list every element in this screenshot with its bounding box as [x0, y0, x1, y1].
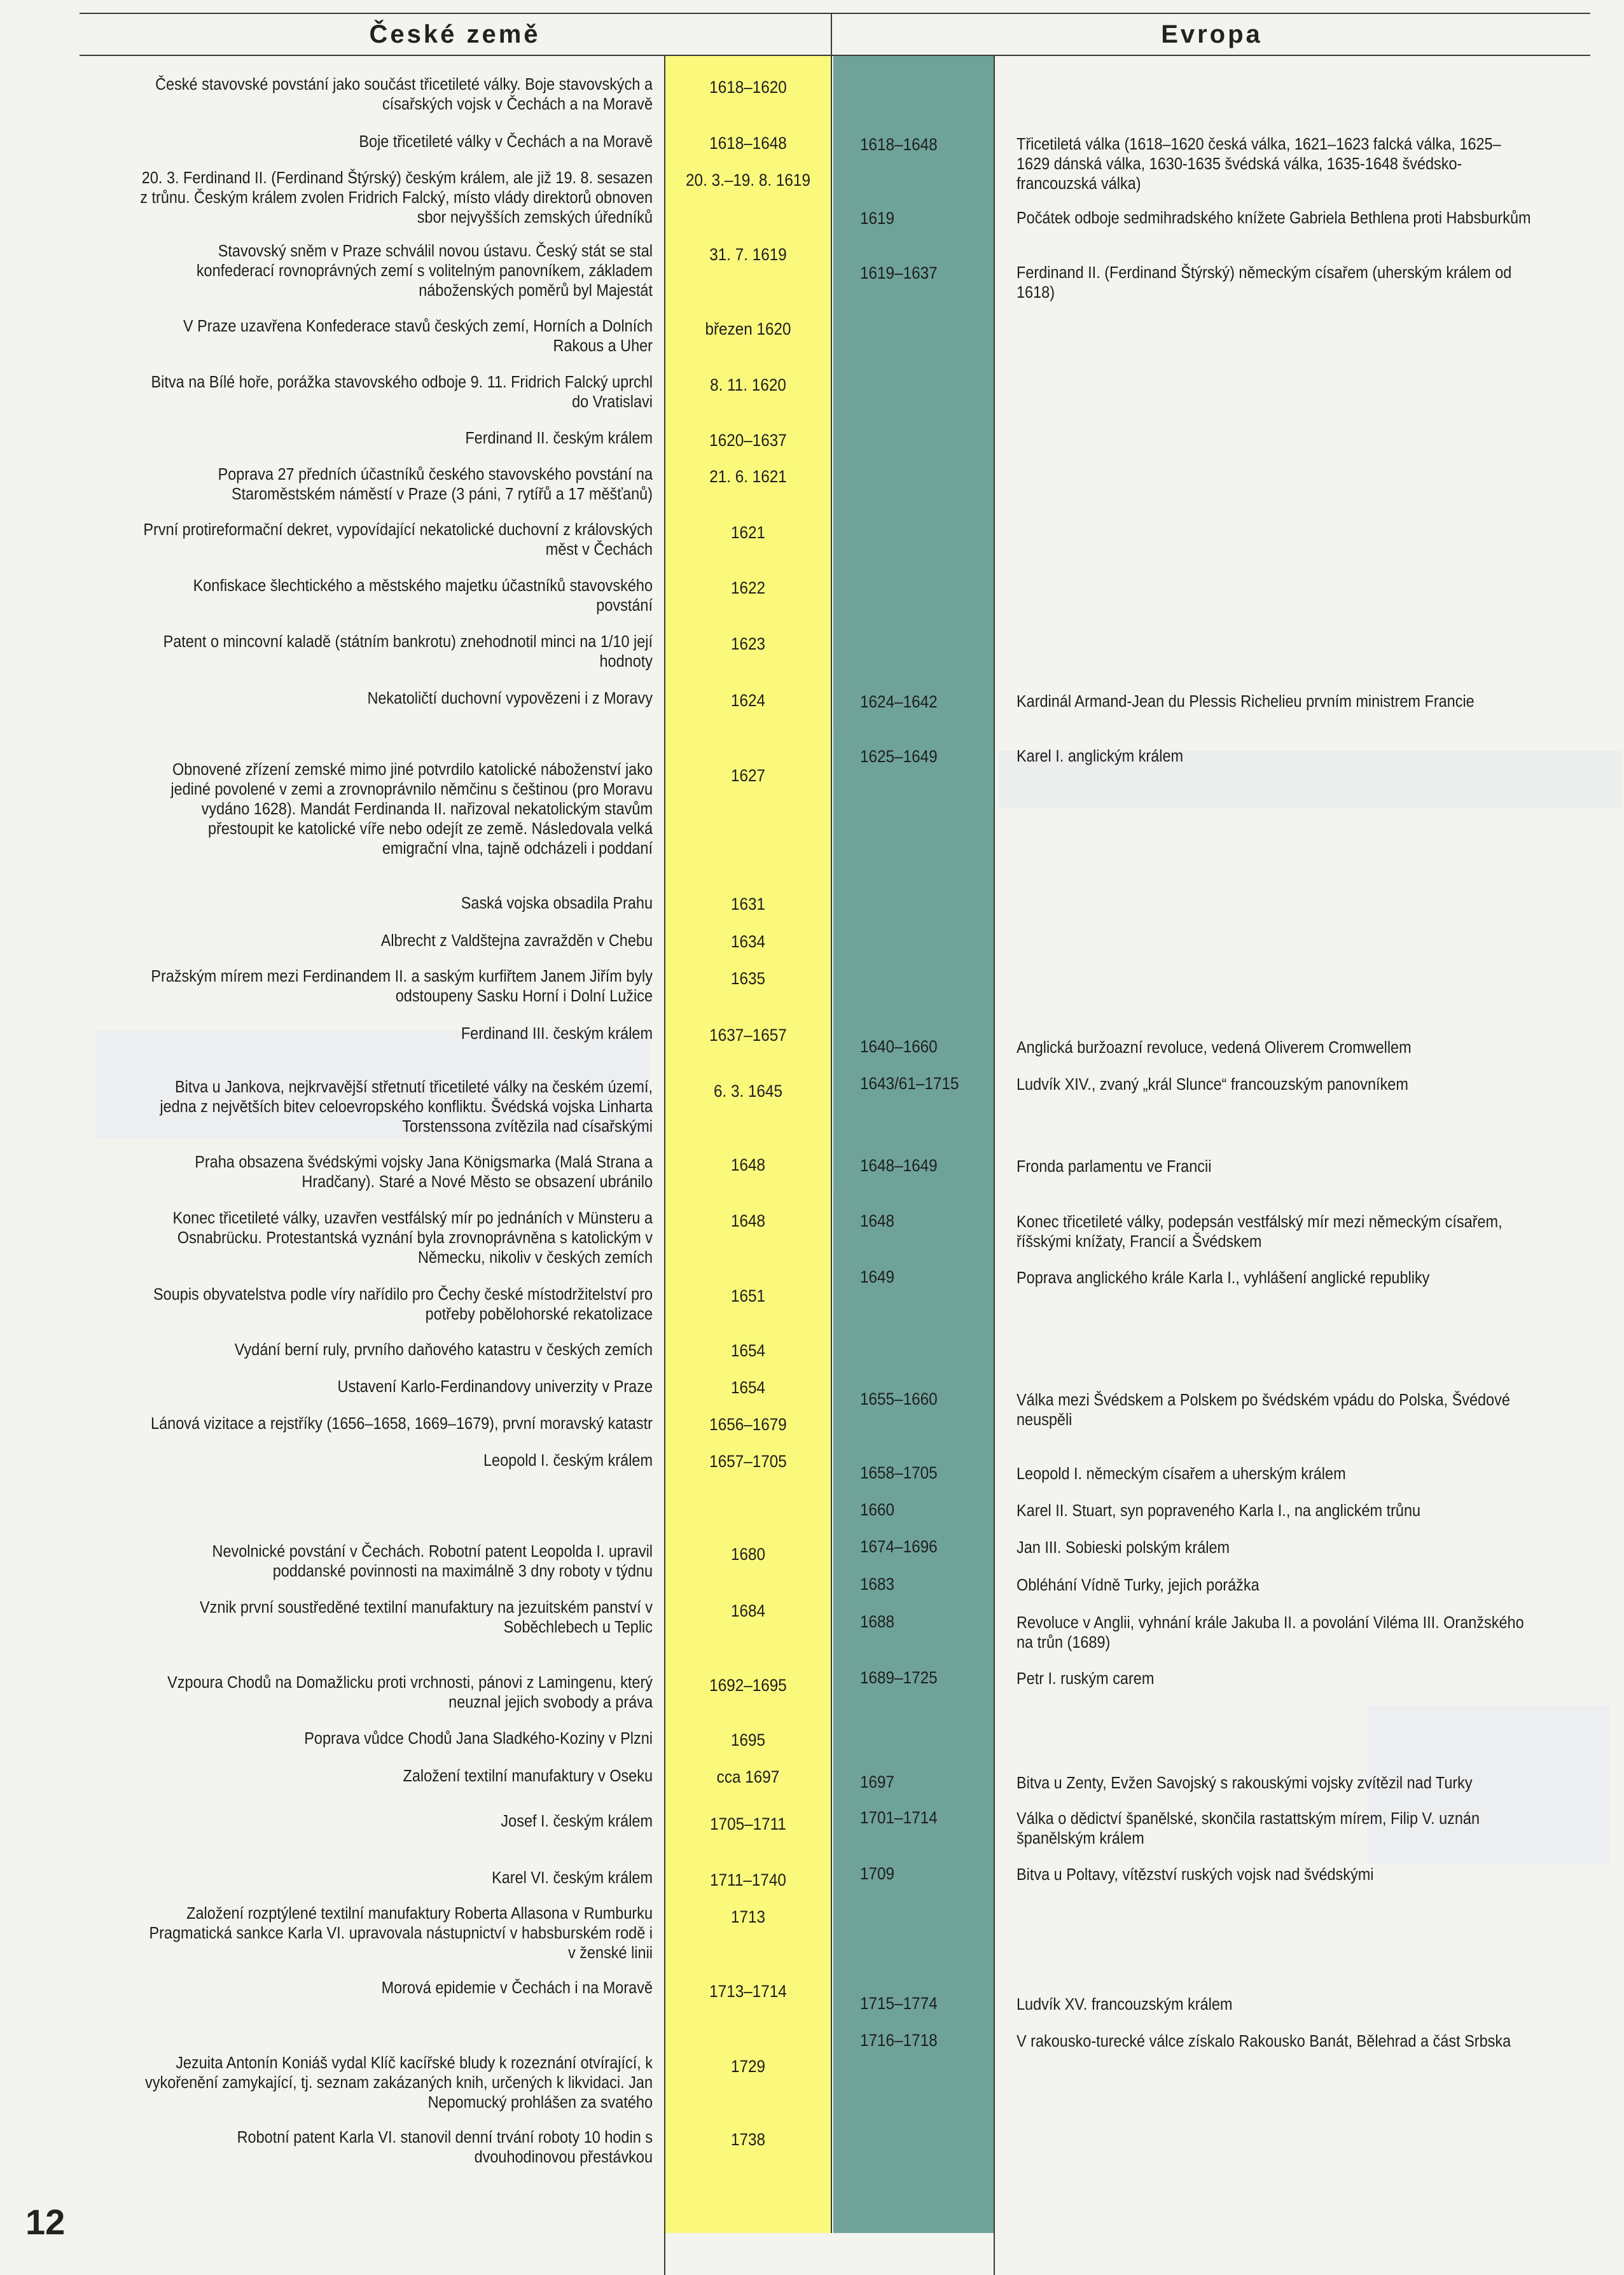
czech-event: Obnovené zřízení zemské mimo jiné potvrdilo katolické náboženství jako jediné povolené v zemi a zrovnoprávnilo němčinu s češtinou (pro Moravu vydáno 1628). Mandát Ferdinanda II. nařizoval nekatolickým stavům přestoupit ke katolické víře nebo odejít ze země. Následovala velká emigrační vlna, tajně odcházeli i poddaní [170, 761, 653, 858]
czech-event: Konec třicetileté války, uzavřen vestfálský mír po jednáních v Münsteru a Osnabrücku. Protestantská vyznání byla zrovnoprávněna s katolickým v Německu, nikoliv v českých zemích [172, 1209, 653, 1267]
czech-event: Bitva u Jankova, nejkrvavější střetnutí třicetileté války na českém území, jedna z největších bitev celoevropského konfliktu. Švédská vojska Linharta Torstenssona zvítězila nad císařskými [160, 1078, 653, 1136]
czech-event: Stavovský sněm v Praze schválil novou ústavu. Český stát se stal konfederací rovnoprávných zemí s volitelným panovníkem, základem náboženských poměrů byl Majestát [196, 242, 653, 300]
czech-event: Vznik první soustředěné textilní manufaktury na jezuitském panství v Soběchlebech u Teplic [200, 1599, 653, 1636]
czech-date: 1684 [730, 1601, 766, 1620]
europe-event: Karel I. anglickým králem [1017, 748, 1184, 765]
europe-event: Anglická buržoazní revoluce, vedená Oliverem Cromwellem [1017, 1039, 1412, 1057]
czech-date: 1654 [730, 1341, 766, 1360]
europe-event: Karel II. Stuart, syn popraveného Karla I., na anglickém trůnu [1017, 1502, 1421, 1520]
europe-event: Poprava anglického krále Karla I., vyhlášení anglické republiky [1017, 1269, 1430, 1287]
czech-date: 1624 [730, 691, 766, 710]
europe-date: 1658–1705 [860, 1463, 938, 1482]
europe-date: 1688 [860, 1612, 895, 1631]
europe-date: 1643/61–1715 [860, 1074, 959, 1093]
europe-date: 1655–1660 [860, 1389, 938, 1409]
czech-event: První protireformační dekret, vypovídající nekatolické duchovní z královských měst v Čechách [143, 521, 653, 559]
czech-date: 1695 [730, 1730, 766, 1750]
czech-event: Založení rozptýlené textilní manufaktury Roberta Allasona v Rumburku Pragmatická sankce Karla VI. upravovala nástupnictví v habsburském rodě i v ženské linii [149, 1905, 653, 1962]
czech-date: 1634 [730, 932, 766, 951]
czech-event: Konfiskace šlechtického a městského majetku účastníků stavovského povstání [193, 577, 653, 615]
czech-date: 1680 [730, 1545, 766, 1564]
europe-event: Válka o dědictví španělské, skončila rastattským mírem, Filip V. uznán španělským králem [1017, 1810, 1480, 1847]
czech-date: 1651 [730, 1286, 766, 1305]
czech-event: V Praze uzavřena Konfederace stavů českých zemí, Horních a Dolních Rakous a Uher [183, 317, 653, 355]
europe-event: Bitva u Zenty, Evžen Savojský s rakouskými vojsky zvítězil nad Turky [1017, 1774, 1473, 1792]
europe-event: Ludvík XV. francouzským králem [1017, 1996, 1233, 2014]
czech-date: 1635 [730, 969, 766, 988]
europe-date: 1648–1649 [860, 1156, 938, 1175]
czech-date: březen 1620 [705, 319, 791, 338]
czech-event: Albrecht z Valdštejna zavražděn v Chebu [380, 932, 653, 950]
europe-event: Petr I. ruským carem [1017, 1670, 1155, 1688]
header-czech-lands: České země [369, 20, 541, 48]
europe-date: 1649 [860, 1267, 895, 1286]
czech-event: Josef I. českým králem [501, 1812, 653, 1830]
europe-event: V rakousko-turecké válce získalo Rakousko Banát, Bělehrad a část Srbska [1017, 2033, 1511, 2050]
czech-event: Soupis obyvatelstva podle víry nařídilo pro Čechy české místodržitelství pro potřeby pobělohorské rekatolizace [153, 1286, 653, 1323]
czech-date: 1622 [730, 578, 766, 597]
europe-date: 1674–1696 [860, 1537, 938, 1556]
czech-event: Vydání berní ruly, prvního daňového katastru v českých zemích [234, 1341, 653, 1359]
czech-event: Jezuita Antonín Koniáš vydal Klíč kacířské bludy k rozeznání otvírající, k vykořenění zamykající, tj. seznam zakázaných knih, určených k likvidaci. Jan Nepomucký prohlášen za svatého [145, 2054, 653, 2112]
europe-event: Obléhání Vídně Turky, jejich porážka [1017, 1576, 1260, 1594]
europe-date: 1624–1642 [860, 692, 938, 711]
europe-event: Jan III. Sobieski polským králem [1017, 1539, 1230, 1557]
czech-date: 1711–1740 [710, 1870, 786, 1889]
czech-date: 1713–1714 [709, 1982, 787, 2001]
czech-event: Leopold I. českým králem [483, 1452, 653, 1470]
europe-date: 1701–1714 [860, 1808, 938, 1827]
czech-event: Robotní patent Karla VI. stanovil denní trvání roboty 10 hodin s dvouhodinovou přestávkou [237, 2129, 653, 2166]
czech-event: Praha obsazena švédskými vojsky Jana Königsmarka (Malá Strana a Hradčany). Staré a Nové Město se obsazení ubránilo [195, 1153, 653, 1191]
czech-date: 1621 [730, 523, 766, 542]
europe-event: Konec třicetileté války, podepsán vestfálský mír mezi německým císařem, říšskými knížaty, Francií a Švédskem [1017, 1213, 1503, 1251]
czech-date: 21. 6. 1621 [709, 467, 787, 486]
czech-event: Nevolnické povstání v Čechách. Robotní patent Leopolda I. upravil poddanské povinnosti na maximálně 3 dny roboty v týdnu [212, 1543, 653, 1580]
czech-date: 1692–1695 [709, 1676, 787, 1695]
czech-event: Lánová vizitace a rejstříky (1656–1658, 1669–1679), první moravský katastr [151, 1415, 653, 1433]
europe-event: Třicetiletá válka (1618–1620 česká válka, 1621–1623 falcká válka, 1625–1629 dánská válka, 1630-1635 švédská válka, 1635-1648 švédsko-francouzská válka) [1017, 136, 1501, 193]
column-divider-center [831, 14, 832, 2233]
europe-event: Ludvík XIV., zvaný „král Slunce“ francouzským panovníkem [1017, 1076, 1408, 1094]
czech-date: 31. 7. 1619 [709, 245, 787, 264]
czech-event: Saská vojska obsadila Prahu [461, 894, 653, 912]
czech-event: Pražským mírem mezi Ferdinandem II. a saským kurfiřtem Janem Jiřím byly odstoupeny Sasku Horní i Dolní Lužice [151, 968, 653, 1005]
czech-event: České stavovské povstání jako součást třicetileté války. Boje stavovských a císařských vojsk v Čechách a na Moravě [155, 76, 653, 113]
europe-date: 1715–1774 [860, 1994, 938, 2013]
europe-event: Válka mezi Švédskem a Polskem po švédském vpádu do Polska, Švédové neuspěli [1017, 1391, 1510, 1429]
europe-date: 1683 [860, 1575, 895, 1594]
czech-event: Založení textilní manufaktury v Oseku [403, 1767, 653, 1785]
green-date-column [833, 56, 994, 2233]
czech-date: 1618–1648 [709, 134, 787, 153]
czech-date: cca 1697 [716, 1767, 780, 1786]
czech-event: Nekatoličtí duchovní vypovězeni i z Moravy [367, 690, 653, 707]
czech-date: 1648 [730, 1211, 766, 1230]
czech-event: Morová epidemie v Čechách i na Moravě [381, 1979, 653, 1997]
europe-date: 1660 [860, 1500, 895, 1519]
czech-event: Ferdinand II. českým králem [465, 429, 653, 447]
europe-event: Kardinál Armand-Jean du Plessis Richelieu prvním ministrem Francie [1017, 693, 1475, 711]
czech-date: 1620–1637 [709, 431, 787, 450]
czech-date: 6. 3. 1645 [713, 1082, 783, 1101]
czech-date: 1631 [730, 894, 766, 914]
czech-event: Ustavení Karlo-Ferdinandovy univerzity v Praze [337, 1378, 653, 1396]
europe-date: 1709 [860, 1864, 895, 1883]
europe-event: Počátek odboje sedmihradského knížete Gabriela Bethlena proti Habsburkům [1017, 209, 1531, 227]
europe-event: Leopold I. německým císařem a uherským králem [1017, 1465, 1346, 1483]
header-rule [80, 55, 1590, 56]
czech-event: Ferdinand III. českým králem [461, 1025, 653, 1043]
europe-date: 1640–1660 [860, 1037, 938, 1056]
czech-date: 1713 [730, 1907, 766, 1926]
czech-date: 1648 [730, 1155, 766, 1174]
czech-event: Boje třicetileté války v Čechách a na Moravě [359, 133, 653, 151]
czech-event: Poprava 27 předních účastníků českého stavovského povstání na Staroměstském náměstí v Praze (3 páni, 7 rytířů a 17 měšťanů) [218, 466, 653, 503]
header-europe: Evropa [1161, 20, 1263, 48]
europe-date: 1689–1725 [860, 1668, 938, 1687]
czech-date: 8. 11. 1620 [710, 375, 786, 394]
column-divider-left [664, 56, 665, 2275]
europe-date: 1625–1649 [860, 747, 938, 766]
europe-date: 1618–1648 [860, 135, 938, 154]
europe-event: Fronda parlamentu ve Francii [1017, 1158, 1212, 1176]
czech-date: 1627 [730, 766, 766, 785]
czech-event: Vzpoura Chodů na Domažlicku proti vrchnosti, pánovi z Lamingenu, který neuznal jejich svobody a práva [167, 1674, 653, 1711]
czech-event: Patent o mincovní kaladě (státním bankrotu) znehodnotil minci na 1/10 její hodnoty [163, 633, 653, 671]
page-number: 12 [25, 2202, 66, 2242]
europe-event: Revoluce v Anglii, vyhnání krále Jakuba II. a povolání Viléma III. Oranžského na trůn (1689) [1017, 1614, 1524, 1652]
czech-date: 1654 [730, 1378, 766, 1397]
czech-event: Karel VI. českým králem [492, 1869, 653, 1887]
czech-date: 20. 3.–19. 8. 1619 [686, 170, 810, 190]
europe-date: 1619–1637 [860, 263, 938, 282]
europe-date: 1697 [860, 1772, 895, 1791]
czech-event: Bitva na Bílé hoře, porážka stavovského odboje 9. 11. Fridrich Falcký uprchl do Vratislavi [151, 373, 653, 411]
europe-event: Bitva u Poltavy, vítězství ruských vojsk nad švédskými [1017, 1866, 1374, 1884]
europe-date: 1716–1718 [860, 2031, 938, 2050]
europe-date: 1648 [860, 1211, 895, 1230]
czech-date: 1623 [730, 634, 766, 653]
europe-event: Ferdinand II. (Ferdinand Štýrský) německým císařem (uherským králem od 1618) [1017, 264, 1512, 302]
czech-date: 1705–1711 [710, 1814, 786, 1833]
czech-date: 1738 [730, 2130, 766, 2149]
column-divider-right [994, 56, 995, 2275]
czech-date: 1637–1657 [709, 1026, 787, 1045]
czech-date: 1729 [730, 2057, 766, 2076]
europe-date: 1619 [860, 209, 895, 228]
czech-event: Poprava vůdce Chodů Jana Sladkého-Koziny v Plzni [304, 1730, 653, 1748]
czech-date: 1657–1705 [709, 1452, 787, 1471]
czech-date: 1656–1679 [709, 1415, 787, 1434]
czech-event: 20. 3. Ferdinand II. (Ferdinand Štýrský) českým králem, ale již 19. 8. sesazen z trůnu. Českým králem zvolen Fridrich Falcký, místo vlády direktorů obnoven sbor nejvyšších zemských úředníků [140, 169, 653, 226]
czech-date: 1618–1620 [709, 78, 787, 97]
